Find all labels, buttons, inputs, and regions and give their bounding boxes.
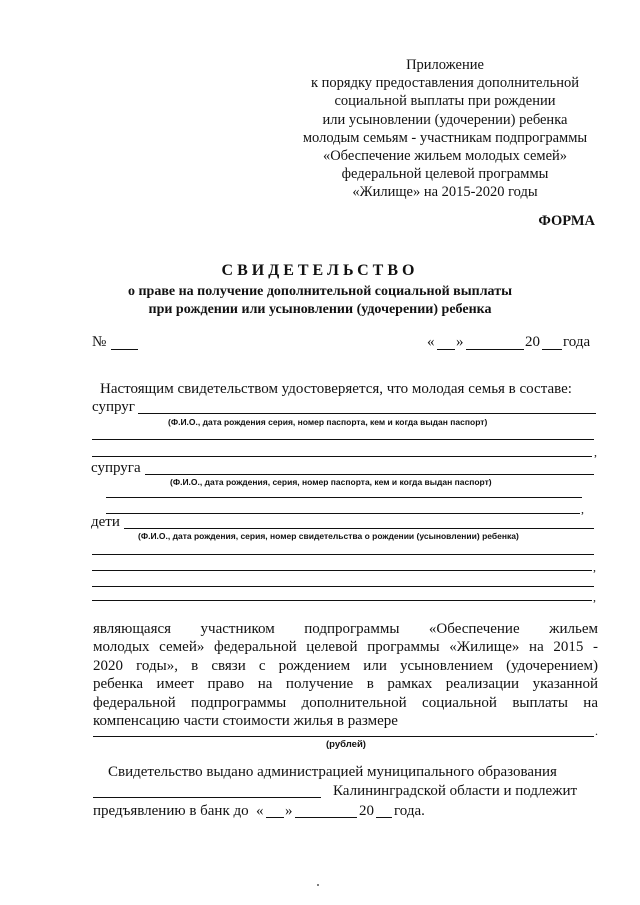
paragraph-line: 2020 годы», в связи с рождением или усыновлением (удочерением)	[93, 657, 598, 674]
valid-month-field[interactable]	[295, 817, 357, 818]
date-close-quote: »	[456, 334, 464, 350]
husband-field[interactable]	[138, 413, 596, 414]
subtitle-line: при рождении или усыновлении (удочерении) ребенка	[148, 302, 492, 317]
valid-date-century: 20	[359, 803, 374, 819]
intro-text: Настоящим свидетельством удостоверяется, что молодая семья в составе:	[100, 381, 572, 397]
valid-day-field[interactable]	[266, 817, 284, 818]
paragraph-line: молодых семей» федеральной целевой программы «Жилище» на 2015 -	[93, 639, 598, 656]
paragraph-line: ребенка имеет право на получение в рамках реализации указанной	[93, 676, 598, 693]
amount-period: .	[595, 724, 598, 738]
number-field[interactable]	[111, 349, 138, 350]
paragraph-line: являющаяся участником подпрограммы «Обеспечение жильем	[93, 621, 598, 637]
issued-line-3-prefix: предъявлению в банк до	[93, 803, 249, 819]
valid-date-year-word: года.	[394, 803, 425, 819]
form-label: ФОРМА	[538, 213, 595, 229]
children-label: дети	[91, 514, 120, 530]
children-field-line[interactable]	[92, 586, 594, 587]
amount-field[interactable]	[93, 736, 594, 737]
husband-label: супруг	[92, 399, 135, 415]
husband-field-line[interactable]	[92, 439, 594, 440]
document-subtitle	[0, 283, 640, 319]
husband-hint: (Ф.И.О., дата рождения серия, номер паспорта, кем и когда выдан паспорт)	[168, 417, 488, 427]
date-year-word: года	[563, 334, 591, 350]
appendix-line: или усыновлении (удочерении) ребенка	[322, 111, 568, 128]
date-year-field[interactable]	[542, 349, 562, 350]
issued-line-1: Свидетельство выдано администрацией муниципального образования	[108, 764, 557, 780]
children-field[interactable]	[124, 528, 594, 529]
date-century: 20	[525, 334, 540, 350]
valid-year-field[interactable]	[376, 817, 392, 818]
municipality-field[interactable]	[93, 797, 321, 798]
number-label: №	[92, 334, 107, 350]
date-day-field[interactable]	[437, 349, 455, 350]
appendix-line: к порядку предоставления дополнительной	[310, 75, 580, 92]
wife-field-line[interactable]	[106, 513, 580, 514]
wife-field[interactable]	[145, 474, 594, 475]
line-comma: ,	[581, 502, 584, 516]
wife-hint: (Ф.И.О., дата рождения, серия, номер паспорта, кем и когда выдан паспорт)	[170, 477, 492, 487]
appendix-header	[270, 56, 620, 202]
appendix-line: социальной выплаты при рождении	[334, 93, 556, 110]
paragraph-line: компенсацию части стоимости жилья в размере	[93, 713, 398, 730]
valid-date-close-quote: »	[285, 803, 293, 819]
line-comma: ,	[593, 590, 596, 604]
appendix-line: «Жилище» на 2015-2020 годы	[352, 184, 538, 201]
document-title: СВИДЕТЕЛЬСТВО	[221, 262, 419, 279]
children-hint: (Ф.И.О., дата рождения, серия, номер свидетельства о рождении (усыновлении) ребенка)	[138, 531, 519, 541]
valid-date-open-quote: «	[256, 803, 264, 819]
scan-speck	[317, 884, 319, 886]
eligibility-paragraph	[93, 620, 598, 730]
amount-hint: (рублей)	[326, 739, 366, 750]
subtitle-line: о праве на получение дополнительной социальной выплаты	[127, 284, 513, 299]
appendix-line: «Обеспечение жильем молодых семей»	[322, 148, 568, 165]
date-open-quote: «	[427, 334, 435, 350]
line-comma: ,	[594, 445, 597, 459]
children-field-line[interactable]	[92, 554, 594, 555]
date-month-field[interactable]	[466, 349, 524, 350]
wife-label: супруга	[91, 460, 141, 476]
children-field-line[interactable]	[92, 570, 592, 571]
husband-field-line[interactable]	[92, 456, 592, 457]
appendix-line: Приложение	[406, 57, 484, 73]
paragraph-line: федеральной подпрограммы дополнительной социальной выплаты на	[93, 694, 598, 711]
children-field-line[interactable]	[92, 600, 592, 601]
appendix-line: молодым семьям - участникам подпрограммы	[302, 129, 588, 146]
issued-line-2: Калининградской области и подлежит	[333, 783, 578, 799]
appendix-line: федеральной целевой программы	[341, 166, 549, 183]
line-comma: ,	[593, 560, 596, 574]
wife-field-line[interactable]	[106, 497, 582, 498]
